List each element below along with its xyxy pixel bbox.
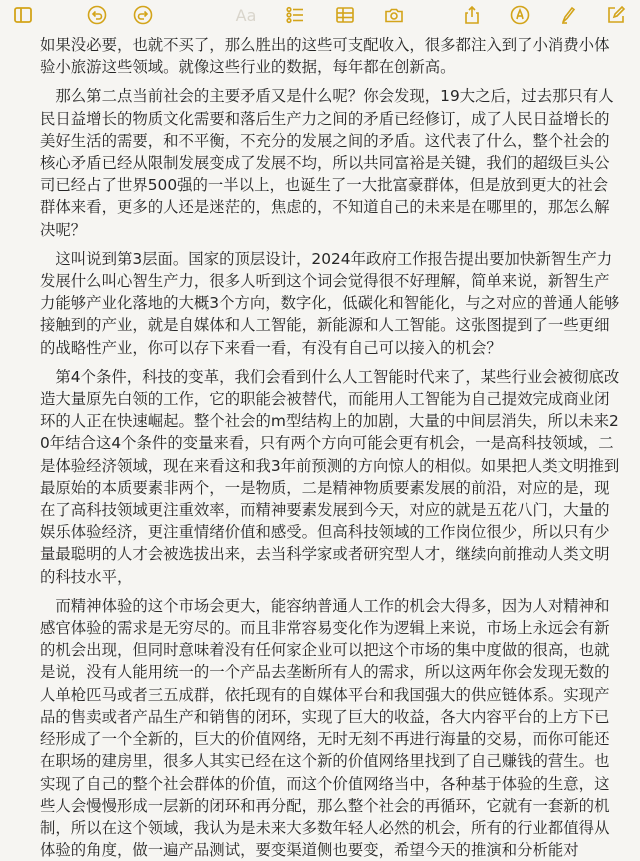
note-paragraph-4: 第4个条件，科技的变革，我们会看到什么人工智能时代来了，某些行业会被彻底改造大量原先白领的工作，它的职能会被替代，而能用人工智能为自己提效完成商业闭环的人正在快速崛起。整个社会的m型结构上的加剧，大量的中间层消失，所以未来20年结合这4个条件的变量来看，只有两个方向可能会更有机会，一是高科技领域，二是体验经济领域，现在来看这和我3年前预测的方向惊人的相似。如果把人类文明推到最原始的本质要素非两个，一是物质，二是精神物质要素发展的前沿，对应的是，现在了高科技领域更注重效率，而精神要素发展到今天，对应的就是五花八门，大量的娱乐体验经济，更注重情绪价值和感受。但高科技领域的工作岗位很少，所以只有少量最聪明的人才会被选拔出来，去当科学家或者研究型人才，继续向前推动人类文明的科技水平， xyxy=(40,367,620,586)
sidebar-icon[interactable] xyxy=(10,2,36,28)
compose-icon[interactable] xyxy=(603,2,629,28)
redo-icon[interactable] xyxy=(130,2,156,28)
toolbar xyxy=(0,0,640,30)
undo-icon[interactable] xyxy=(84,2,110,28)
note-paragraph-3: 这叫说到第3层面。国家的顶层设计，2024年政府工作报告提出要加快新智生产力发展什么叫心智生产力，很多人听到这个词会觉得很不好理解，简单来说，新智生产力能够产业化落地的大概3个方向，数字化，低碳化和智能化，与之对应的普通人能够接触到的产业，就是自媒体和人工智能，新能源和人工智能。这张图提到了一些更细的战略性产业，你可以存下来看一看，有没有自己可以接入的机会？ xyxy=(40,249,620,357)
format-icon[interactable] xyxy=(233,2,259,28)
note-body[interactable] xyxy=(40,34,623,861)
table-icon[interactable] xyxy=(332,2,358,28)
pen-icon[interactable] xyxy=(555,2,581,28)
note-paragraph-2: 那么第二点当前社会的主要矛盾又是什么呢？你会发现，19大之后，过去那只有人民日益增长的物质文化需要和落后生产力之间的矛盾已经修订，成了人民日益增长的美好生活的需要，和不平衡，不充分的发展之间的矛盾。这代表了什么，整个社会的核心矛盾已经从限制发展变成了发展不均，所以共同富裕是关键，我们的超级巨头公司已经占了世界500强的一半以上，也诞生了一大批富豪群体，但是放到更大的社会群体来看，更多的人还是迷茫的，焦虑的，不知道自己的未来是在哪里的，那怎么解决呢？ xyxy=(40,87,614,239)
note-paragraph-5: 而精神体验的这个市场会更大，能容纳普通人工作的机会大得多，因为人对精神和感官体验的需求是无穷尽的。而且非常容易变化作为逻辑上来说，市场上永远会有新的机会出现，但同时意味着没有任何家企业可以把这个市场的集中度做的很高，也就是说，没有人能用统一的一个产品去垄断所有人的需求，所以这两年你会发现无数的人单枪匹马或者三五成群，依托现有的自媒体平台和我国强大的供应链体系。实现产品的售卖或者产品生产和销售的闭环，实现了巨大的收益，各大内容平台的上方下已经形成了一个全新的，巨大的价值网络，无时无刻不再进行海量的交易，而你可能还在职场的建房里，很多人其实已经在这个新的价值网络里找到了自己赚钱的营生。也实现了自己的整个社会群体的价值，而这个价值网络当中，各种基于体验的生意，这些人会慢慢形成一层新的闭环和再分配，那么整个社会的再循环，它就有一套新的机制，所以在这个领域，我认为是未来大多数年轻人必然的机会，所有的行业都值得从体验的角度，做一遍产品测试，要变渠道侧也要变，希望今天的推演和分析能对 xyxy=(40,596,610,860)
markup-icon[interactable] xyxy=(507,2,533,28)
checklist-icon[interactable] xyxy=(282,2,308,28)
share-icon[interactable] xyxy=(459,2,485,28)
camera-icon[interactable] xyxy=(381,2,407,28)
note-paragraph-1: 如果没必要，也就不买了，那么胜出的这些可支配收入，很多都注入到了小消费小体验小旅游这些领域。就像这些行业的数据，每年都在创新高。 xyxy=(40,36,610,77)
format-label: Aa xyxy=(235,5,257,25)
